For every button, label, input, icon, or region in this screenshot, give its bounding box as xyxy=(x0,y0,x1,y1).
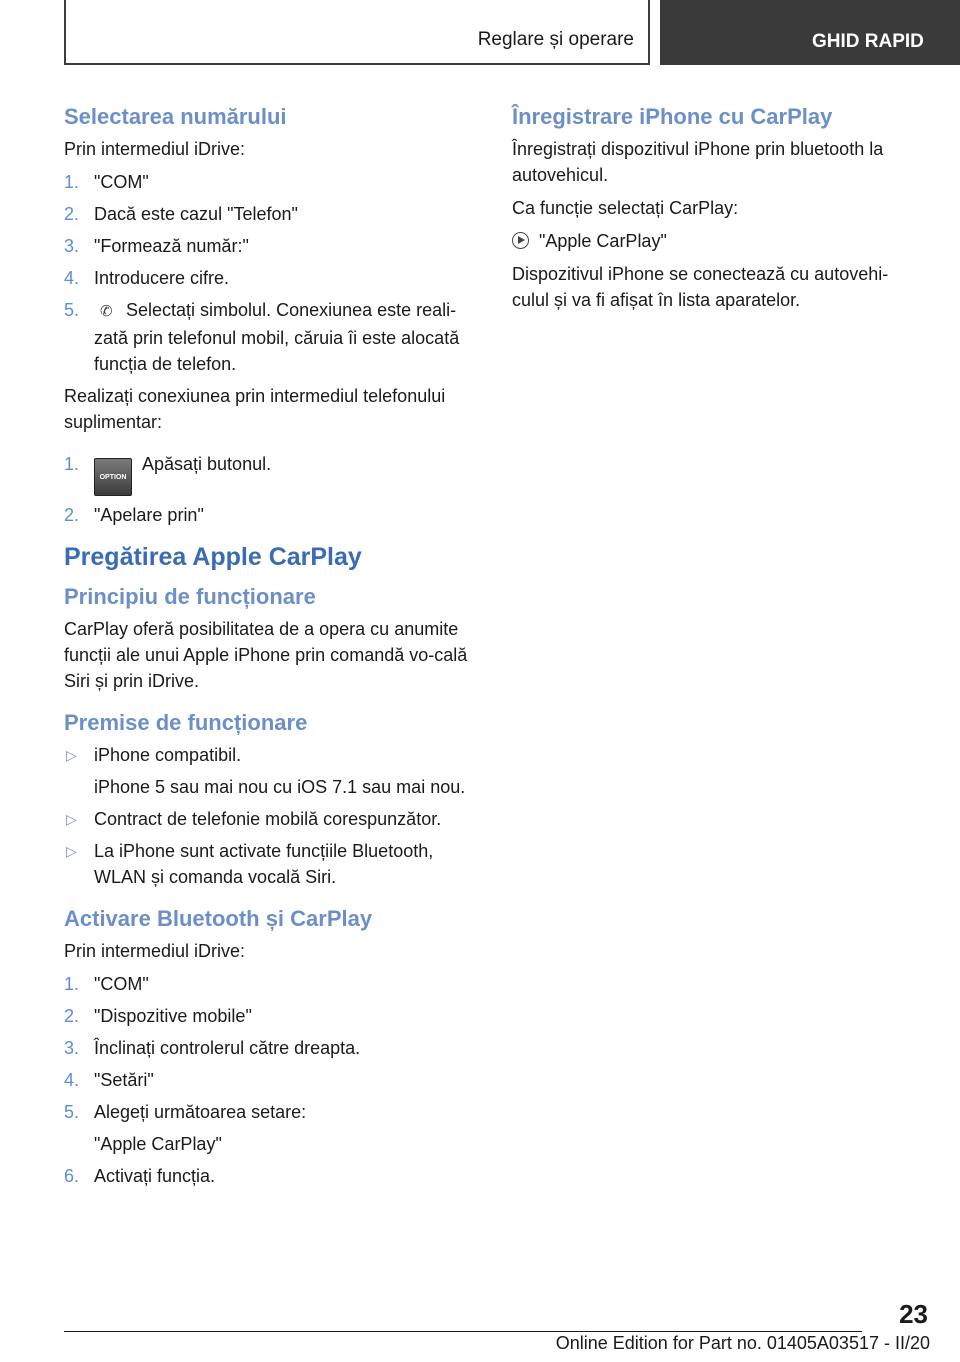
list-item: ▷ iPhone compatibil. iPhone 5 sau mai nou cu iOS 7.1 sau mai nou. xyxy=(64,742,480,800)
page-number: 23 xyxy=(899,1299,928,1329)
steps-list-activation xyxy=(64,971,480,1125)
paragraph: Dispozitivul iPhone se conectează cu autovehi‐culul și va fi afișat în lista aparatelor. xyxy=(512,264,889,310)
triangle-bullet-icon: ▷ xyxy=(66,843,77,859)
footer-divider xyxy=(64,1331,862,1332)
header-section-box xyxy=(64,0,650,65)
paragraph: Înregistrați dispozitivul iPhone prin bluetooth la autovehicul. xyxy=(512,139,884,185)
section-intro: Prin intermediul iDrive: xyxy=(64,139,246,159)
list-item: ▷ Contract de telefonie mobilă corespunzător. xyxy=(64,806,480,832)
list-item: ▷ La iPhone sunt activate funcțiile Bluetooth, WLAN și comanda vocală Siri. xyxy=(64,838,480,890)
left-column xyxy=(64,102,480,1195)
steps-list-number xyxy=(64,169,480,377)
setting-value: "Apple CarPlay" xyxy=(94,1134,222,1154)
header-tag-box xyxy=(660,0,960,65)
section-title-number-selection: Selectarea numărului xyxy=(64,104,287,129)
play-circle-icon xyxy=(512,232,529,249)
list-item: 5. ✆ Selectați simbolul. Conexiunea este reali‐zată prin telefonul mobil, căruia îi este alocată funcția de telefon. xyxy=(64,300,460,374)
list-item: 6. Activați funcția. xyxy=(64,1166,216,1186)
list-item: 1. "COM" xyxy=(64,974,149,994)
list-item: 3. "Formează număr:" xyxy=(64,236,249,256)
triangle-bullet-icon: ▷ xyxy=(66,811,77,827)
steps-list-activation-end xyxy=(64,1163,480,1189)
section-title-activation: Activare Bluetooth și CarPlay xyxy=(64,906,373,931)
section-intro: Prin intermediul iDrive: xyxy=(64,941,246,961)
header-section-title: Reglare și operare xyxy=(477,29,634,50)
paragraph: Ca funcție selectați CarPlay: xyxy=(512,198,739,218)
header-tag: GHID RAPID xyxy=(812,31,924,52)
section-text-principle: CarPlay oferă posibilitatea de a opera cu anumite funcții ale unui Apple iPhone prin comandă vo‐cală Siri și prin iDrive. xyxy=(64,619,468,691)
steps-list-extra xyxy=(64,451,480,528)
section-note: Realizați conexiunea prin intermediul telefonului suplimentar: xyxy=(64,386,446,432)
option-button-icon: OPTION xyxy=(94,458,132,496)
phone-icon: ✆ xyxy=(100,303,113,320)
prerequisites-list xyxy=(64,742,480,890)
footer-edition: Online Edition for Part no. 01405A03517 - II/20 xyxy=(555,1333,930,1353)
section-title-prerequisites: Premise de funcționare xyxy=(64,710,308,735)
list-item: 4. Introducere cifre. xyxy=(64,268,230,288)
section-title-register-iphone: Înregistrare iPhone cu CarPlay xyxy=(512,104,833,129)
list-item: 4. "Setări" xyxy=(64,1070,154,1090)
right-column xyxy=(512,102,912,320)
menu-path: "Apple CarPlay" xyxy=(512,228,912,254)
list-item: 1. "COM" xyxy=(64,172,149,192)
list-item: 2. Dacă este cazul "Telefon" xyxy=(64,204,298,224)
list-item: 1. OPTIONApăsați butonul. xyxy=(64,451,480,496)
section-title-principle: Principiu de funcționare xyxy=(64,584,316,609)
list-item: 2. "Dispozitive mobile" xyxy=(64,1006,252,1026)
chapter-title: Pregătirea Apple CarPlay xyxy=(64,543,362,571)
triangle-bullet-icon: ▷ xyxy=(66,747,77,763)
list-item: 5. Alegeți următoarea setare: xyxy=(64,1102,307,1122)
list-item: 2. "Apelare prin" xyxy=(64,505,204,525)
list-item: 3. Înclinați controlerul către dreapta. xyxy=(64,1038,361,1058)
